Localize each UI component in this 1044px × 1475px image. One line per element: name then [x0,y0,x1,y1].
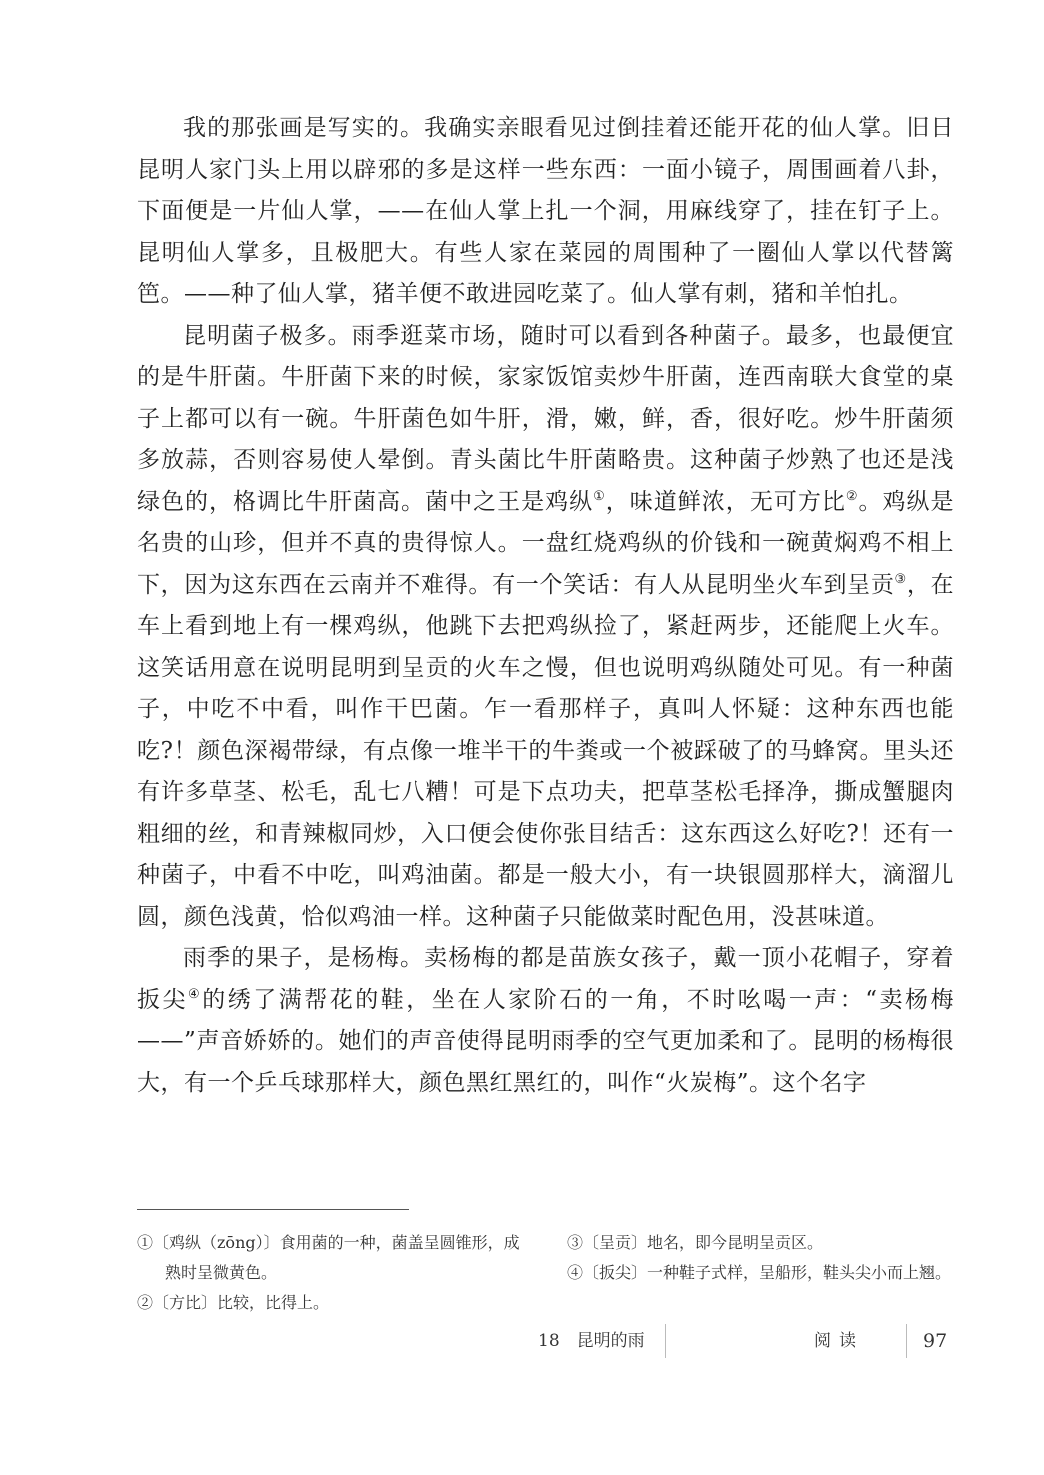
footer-chapter-title: 18 昆明的雨 [538,1331,645,1351]
paragraph [137,108,954,316]
paragraph-text: ，味道鲜浓，无可方比 [605,488,846,515]
footnote-marker: ① [593,488,606,504]
footnote-3: ③〔呈贡〕地名，即今昆明呈贡区。 [567,1233,824,1252]
footnote-marker: ③ [894,571,907,587]
paragraph-text: ，在车上看到地上有一棵鸡纵，他跳下去把鸡纵捡了，紧赶两步，还能爬上火车。这笑话用意在说明昆明到呈贡的火车之慢，但也说明鸡纵随处可见。有一种菌子，中吃不中看，叫作干巴菌。乍一看那样子，真叫人怀疑：这种东西也能吃?！颜色深褐带绿，有点像一堆半干的牛粪或一个被踩破了的马蜂窝。里头还有许多草茎、松毛，乱七八糟！可是下点功夫，把草茎松毛择净，撕成蟹腿肉粗细的丝，和青辣椒同炒，入口便会使你张目结舌：这东西这么好吃?！还有一种菌子，中看不中吃，叫鸡油菌。都是一般大小，有一块银圆那样大，滴溜儿圆，颜色浅黄，恰似鸡油一样。这种菌子只能做菜时配色用，没甚味道。 [137,571,954,930]
paragraph-text: 我的那张画是写实的。我确实亲眼看见过倒挂着还能开花的仙人掌。旧日昆明人家门头上用以辟邪的多是这样一些东西：一面小镜子，周围画着八卦，下面便是一片仙人掌，——在仙人掌上扎一个洞，用麻线穿了，挂在钉子上。昆明仙人掌多，且极肥大。有些人家在菜园的周围种了一圈仙人掌以代替篱笆。——种了仙人掌，猪羊便不敢进园吃菜了。仙人掌有刺，猪和羊怕扎。 [137,115,954,307]
paragraph-text: 。鸡纵是名贵的山珍，但并不真的贵得惊人。一盘红烧鸡纵的价钱和一碗黄焖鸡不相上下，因为这东西在云南并不难得。有一个笑话：有人从昆明坐火车到呈贡 [137,488,955,598]
footnote-1: ①〔鸡纵（zōng）〕食用菌的一种，菌盖呈圆锥形，成熟时呈微黄色。 [137,1233,520,1282]
footer-divider [906,1324,907,1358]
footnote-divider [137,1209,409,1210]
footnote-marker: ④ [188,986,203,1002]
paragraph [137,316,954,939]
footnote-2: ②〔方比〕比较，比得上。 [137,1293,330,1312]
footnote-marker: ② [845,488,859,504]
body-text [137,108,954,1104]
footer-divider [665,1324,666,1358]
page-footer [0,1326,1044,1356]
paragraph-text: 的绣了满帮花的鞋，坐在人家阶石的一角，不时吆喝一声：“卖杨梅——”声音娇娇的。她们的声音使得昆明雨季的空气更加柔和了。昆明的杨梅很大，有一个乒乓球那样大，颜色黑红黑红的，叫作“火炭梅”。这个名字 [137,986,955,1096]
footnote-4: ④〔扳尖〕一种鞋子式样，呈船形，鞋头尖小而上翘。 [567,1263,952,1282]
footnotes-right-column [567,1228,957,1288]
footer-section-label: 阅读 [814,1331,864,1351]
page-number: 97 [923,1330,948,1352]
paragraph-text: 昆明菌子极多。雨季逛菜市场，随时可以看到各种菌子。最多，也最便宜的是牛肝菌。牛肝菌下来的时候，家家饭馆卖炒牛肝菌，连西南联大食堂的桌子上都可以有一碗。牛肝菌色如牛肝，滑，嫩，鲜，香，很好吃。炒牛肝菌须多放蒜，否则容易使人晕倒。青头菌比牛肝菌略贵。这种菌子炒熟了也还是浅绿色的，格调比牛肝菌高。菌中之王是鸡纵 [137,322,954,515]
paragraph-text: 雨季的果子，是杨梅。卖杨梅的都是苗族女孩子，戴一顶小花帽子，穿着扳尖 [137,945,954,1013]
footnotes-left-column [137,1228,535,1318]
paragraph [137,938,954,1104]
